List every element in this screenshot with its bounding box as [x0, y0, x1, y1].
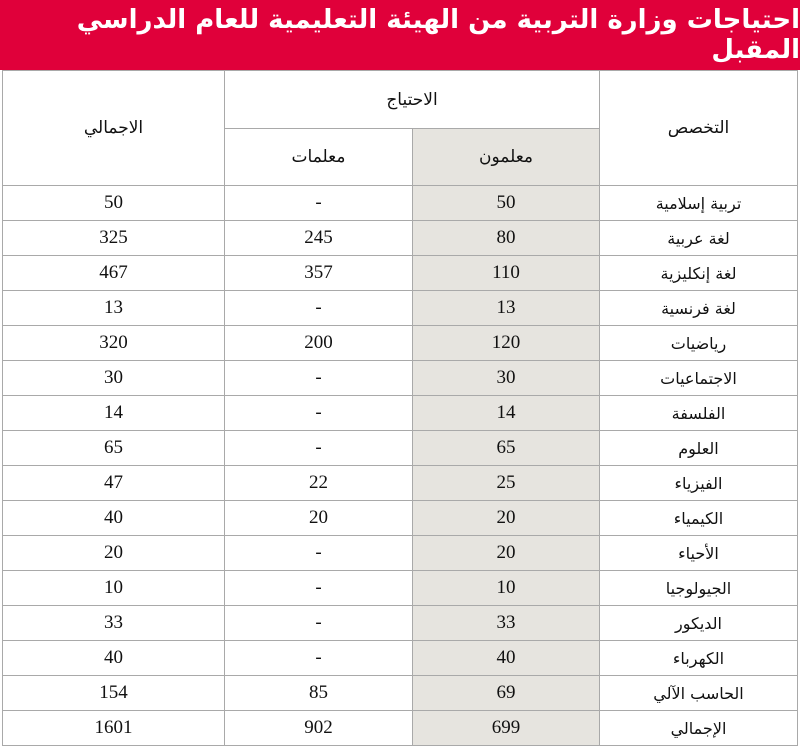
- cell-male: 10: [413, 571, 600, 606]
- cell-female: 200: [225, 326, 413, 361]
- cell-subject: الديكور: [600, 606, 798, 641]
- cell-female: -: [225, 396, 413, 431]
- cell-subject: لغة إنكليزية: [600, 256, 798, 291]
- cell-female: 85: [225, 676, 413, 711]
- cell-male: 50: [413, 186, 600, 221]
- cell-female: -: [225, 641, 413, 676]
- needs-table: [2, 70, 798, 746]
- cell-female: 357: [225, 256, 413, 291]
- cell-female: -: [225, 606, 413, 641]
- cell-total: 325: [3, 221, 225, 256]
- cell-total: 14: [3, 396, 225, 431]
- table-row: [3, 501, 798, 536]
- header-row-1: [3, 71, 798, 129]
- cell-female: 20: [225, 501, 413, 536]
- cell-total: 40: [3, 641, 225, 676]
- cell-female: -: [225, 536, 413, 571]
- cell-subject: الفلسفة: [600, 396, 798, 431]
- cell-total: 1601: [3, 711, 225, 746]
- table-row: [3, 641, 798, 676]
- header-female-teachers: معلمات: [225, 129, 413, 186]
- cell-male: 30: [413, 361, 600, 396]
- table-row: [3, 606, 798, 641]
- cell-male: 33: [413, 606, 600, 641]
- cell-subject: الحاسب الآلي: [600, 676, 798, 711]
- cell-male: 25: [413, 466, 600, 501]
- header-total: الاجمالي: [3, 71, 225, 186]
- cell-female: -: [225, 291, 413, 326]
- table-row: [3, 361, 798, 396]
- cell-total: 47: [3, 466, 225, 501]
- cell-subject: العلوم: [600, 431, 798, 466]
- cell-total: 20: [3, 536, 225, 571]
- cell-female: 245: [225, 221, 413, 256]
- table-row: [3, 676, 798, 711]
- cell-male: 120: [413, 326, 600, 361]
- cell-male: 69: [413, 676, 600, 711]
- table-row: [3, 256, 798, 291]
- cell-male: 65: [413, 431, 600, 466]
- cell-male: 40: [413, 641, 600, 676]
- cell-subject: الاجتماعيات: [600, 361, 798, 396]
- cell-total: 33: [3, 606, 225, 641]
- cell-total: 13: [3, 291, 225, 326]
- cell-total: 30: [3, 361, 225, 396]
- table-body: [3, 186, 798, 746]
- cell-total: 320: [3, 326, 225, 361]
- table-row: [3, 466, 798, 501]
- cell-subject: الكيمياء: [600, 501, 798, 536]
- cell-subject: الكهرباء: [600, 641, 798, 676]
- cell-subject: الإجمالي: [600, 711, 798, 746]
- cell-female: -: [225, 361, 413, 396]
- header-male-teachers: معلمون: [413, 129, 600, 186]
- cell-female: -: [225, 431, 413, 466]
- cell-total: 467: [3, 256, 225, 291]
- cell-male: 13: [413, 291, 600, 326]
- cell-total: 40: [3, 501, 225, 536]
- table-row: [3, 221, 798, 256]
- cell-male: 699: [413, 711, 600, 746]
- cell-subject: تربية إسلامية: [600, 186, 798, 221]
- cell-subject: الفيزياء: [600, 466, 798, 501]
- cell-male: 110: [413, 256, 600, 291]
- table-row: [3, 571, 798, 606]
- cell-subject: رياضيات: [600, 326, 798, 361]
- cell-total: 50: [3, 186, 225, 221]
- table-row: [3, 396, 798, 431]
- cell-male: 80: [413, 221, 600, 256]
- cell-subject: الأحياء: [600, 536, 798, 571]
- cell-male: 14: [413, 396, 600, 431]
- header-specialization: التخصص: [600, 71, 798, 186]
- cell-female: 22: [225, 466, 413, 501]
- table-row: [3, 326, 798, 361]
- cell-male: 20: [413, 501, 600, 536]
- cell-female: 902: [225, 711, 413, 746]
- cell-subject: لغة فرنسية: [600, 291, 798, 326]
- table-row: [3, 536, 798, 571]
- cell-female: -: [225, 571, 413, 606]
- cell-total: 154: [3, 676, 225, 711]
- table-row: [3, 291, 798, 326]
- table-row: [3, 186, 798, 221]
- table-row: [3, 431, 798, 466]
- table-title: احتياجات وزارة التربية من الهيئة التعليمية للعام الدراسي المقبل: [0, 0, 800, 70]
- cell-male: 20: [413, 536, 600, 571]
- cell-total: 10: [3, 571, 225, 606]
- header-need: الاحتياج: [225, 71, 600, 129]
- cell-subject: لغة عربية: [600, 221, 798, 256]
- cell-female: -: [225, 186, 413, 221]
- cell-total: 65: [3, 431, 225, 466]
- table-row-total: [3, 711, 798, 746]
- cell-subject: الجيولوجيا: [600, 571, 798, 606]
